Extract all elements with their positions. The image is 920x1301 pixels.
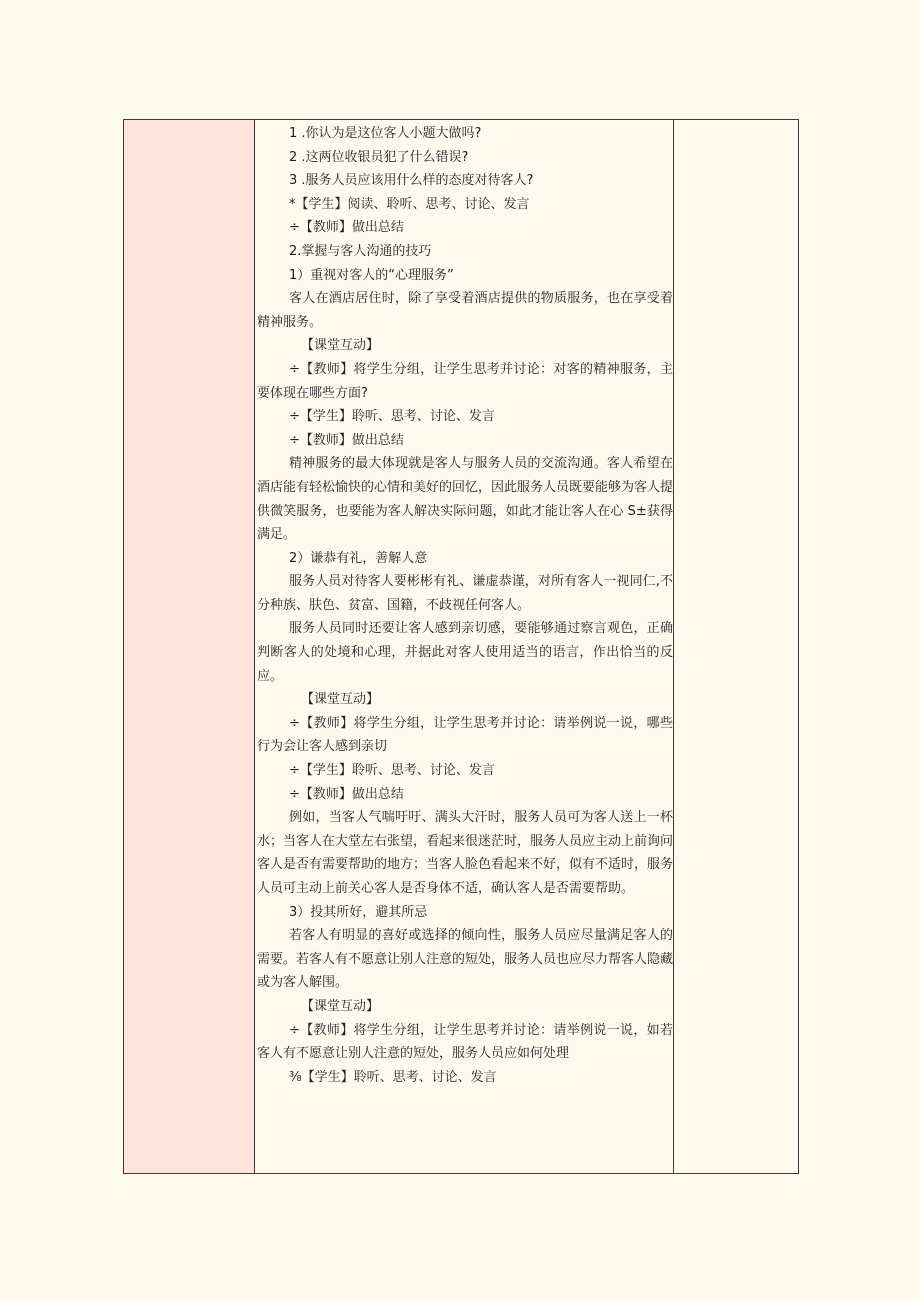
left-column <box>124 120 255 1173</box>
paragraph: ÷【教师】做出总结 <box>289 786 404 802</box>
paragraph: ÷【学生】聆听、思考、讨论、发言 <box>289 763 495 779</box>
paragraph: *【学生】阅读、聆听、思考、讨论、发言 <box>289 196 530 212</box>
paragraph: 【课堂互动】 <box>301 338 380 354</box>
paragraph: ÷【学生】聆听、思考、讨论、发言 <box>289 409 495 425</box>
lesson-table <box>123 119 799 1174</box>
paragraph: 精神服务的最大体现就是客人与服务人员的交流沟通。客人希望在酒店能有轻松愉快的心情和美好的回忆，因此服务人员既要能够为客人提供微笑服务，也要能为客人解决实际问题，如此才能让客人在心 S±获得满足。 <box>257 456 674 543</box>
paragraph: 2.掌握与客人沟通的技巧 <box>289 243 432 259</box>
paragraph: 3 .服务人员应该用什么样的态度对待客人? <box>289 173 534 189</box>
paragraph: 2）谦恭有礼，善解人意 <box>289 550 428 566</box>
paragraph: ÷【教师】将学生分组，让学生思考并讨论：对客的精神服务，主要体现在哪些方面? <box>257 361 673 401</box>
paragraph: 3）投其所好，避其所忌 <box>289 904 428 920</box>
paragraph: 服务人员对待客人要彬彬有礼、谦虚恭谨，对所有客人一视同仁,不分种族、肤色、贫富、国籍，不歧视任何客人。 <box>257 574 673 613</box>
paragraph: ÷【教师】做出总结 <box>289 432 404 448</box>
paragraph: 1）重视对客人的“心理服务” <box>289 267 454 283</box>
right-column <box>674 120 798 1173</box>
paragraph: ÷【教师】做出总结 <box>289 220 404 236</box>
paragraph: 【课堂互动】 <box>301 998 380 1014</box>
paragraph: 服务人员同时还要让客人感到亲切感，要能够通过察言观色，正确判断客人的处境和心理，并据此对客人使用适当的语言，作出恰当的反应。 <box>257 621 673 684</box>
paragraph: ÷【教师】将学生分组，让学生思考并讨论：请举例说一说，哪些行为会让客人感到亲切 <box>257 715 673 755</box>
paragraph: 若客人有明显的喜好或选择的倾向性，服务人员应尽量满足客人的需要。若客人有不愿意让别人注意的短处，服务人员也应尽力帮客人隐藏或为客人解围。 <box>257 928 674 991</box>
paragraph: 1 .你认为是这位客人小题大做吗? <box>289 126 482 141</box>
paragraph: 客人在酒店居住时，除了享受着酒店提供的物质服务，也在享受着精神服务。 <box>257 291 673 330</box>
paragraph: 2 .这两位收银员犯了什么错误? <box>289 149 469 165</box>
paragraph: ⅜【学生】聆听、思考、讨论、发言 <box>289 1069 497 1085</box>
content-column <box>255 120 674 1173</box>
paragraph: 【课堂互动】 <box>301 692 380 708</box>
paragraph: ÷【教师】将学生分组，让学生思考并讨论：请举例说一说，如若客人有不愿意让别人注意的短处，服务人员应如何处理 <box>257 1022 673 1062</box>
paragraph: 例如，当客人气喘吁吁、满头大汗时，服务人员可为客人送上一杯水；当客人在大堂左右张望，看起来很迷茫时，服务人员应主动上前询问客人是否有需要帮助的地方；当客人脸色看起来不好，似有不适时，服务人员可主动上前关心客人是否身体不适，确认客人是否需要帮助。 <box>257 810 674 896</box>
